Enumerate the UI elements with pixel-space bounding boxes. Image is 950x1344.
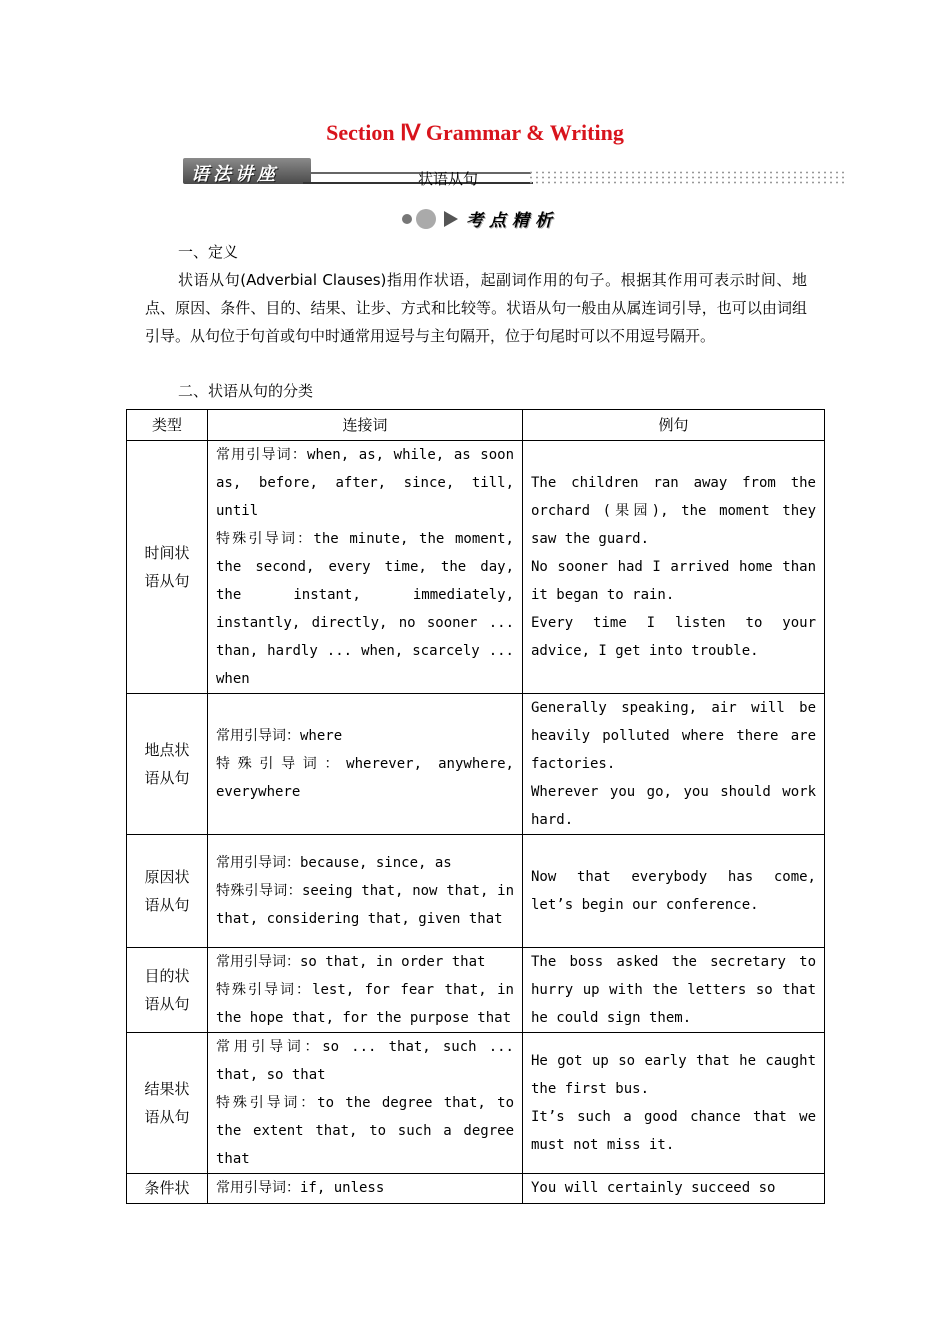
connective-line: 常用引导词：when, as, while, as soon as, before, after, since, till, until xyxy=(216,447,514,519)
example-line: The boss asked the secretary to hurry up with the letters so that he could sign them. xyxy=(531,954,816,1026)
example-line: No sooner had I arrived home than it began to rain. xyxy=(531,559,816,603)
connective-line: 特殊引导词：wherever, anywhere, everywhere xyxy=(216,756,514,800)
banner-label-box xyxy=(183,158,311,184)
row-examples xyxy=(523,441,825,694)
example-line: Every time I listen to your advice, I get into trouble. xyxy=(531,615,816,659)
row-type xyxy=(127,1033,208,1174)
connective-line: 常用引导词：because, since, as xyxy=(216,855,452,871)
definition-paragraph: 状语从句(Adverbial Clauses)指用作状语，起副词作用的句子。根据其作用可表示时间、地点、原因、条件、目的、结果、让步、方式和比较等。状语从句一般由从属连词引导，也可以由词组引导。从句位于句首或句中时通常用逗号与主句隔开，位于句尾时可以不用逗号隔开。 xyxy=(145,271,807,345)
example-line: It’s such a good chance that we must not miss it. xyxy=(531,1109,816,1153)
example-line: Now that everybody has come, let’s begin our conference. xyxy=(531,869,816,913)
subheading-text: 考点精析 xyxy=(466,211,558,231)
row-type xyxy=(127,441,208,694)
banner-label: 语法讲座 xyxy=(191,164,279,185)
row-type xyxy=(127,694,208,835)
clause-table xyxy=(126,409,825,1204)
connective-line: 特殊引导词：to the degree that, to the extent that, to such a degree that xyxy=(216,1095,514,1167)
connective-line: 特殊引导词：the minute, the moment, the second, every time, the day, the instant, immediately, instantly, directly, no sooner ... than, hardly ... when, scarcely ... when xyxy=(216,531,514,687)
connective-line: 常用引导词：where xyxy=(216,728,343,744)
decor-dot-small-icon xyxy=(402,214,412,224)
row-examples xyxy=(523,1033,825,1174)
table-row xyxy=(127,441,825,694)
section-heading-definition: 一、定义 xyxy=(178,243,239,261)
row-connectives xyxy=(208,835,523,948)
example-line: Generally speaking, air will be heavily polluted where there are factories. xyxy=(531,700,816,772)
example-line: He got up so early that he caught the first bus. xyxy=(531,1053,816,1097)
decor-arrow-icon xyxy=(444,211,458,227)
table-row xyxy=(127,835,825,948)
banner-topic: 状语从句 xyxy=(418,170,479,188)
header-connectives: 连接词 xyxy=(208,410,523,441)
table-header-row xyxy=(127,410,825,441)
table-row xyxy=(127,948,825,1033)
connective-line: 特殊引导词：seeing that, now that, in that, considering that, given that xyxy=(216,883,514,927)
row-type-label: 结果状语从句 xyxy=(144,1080,190,1126)
example-line: You will certainly succeed so xyxy=(531,1180,776,1196)
row-type xyxy=(127,1174,208,1204)
row-connectives xyxy=(208,948,523,1033)
row-type xyxy=(127,948,208,1033)
connective-line: 特殊引导词：lest, for fear that, in the hope that, for the purpose that xyxy=(216,982,514,1026)
row-connectives xyxy=(208,1033,523,1174)
page-title: Section Ⅳ Grammar & Writing xyxy=(326,120,624,145)
row-type-label: 原因状语从句 xyxy=(144,868,190,914)
table-row xyxy=(127,1033,825,1174)
row-type-label: 条件状 xyxy=(144,1179,190,1197)
section-banner xyxy=(183,158,848,188)
row-type-label: 目的状语从句 xyxy=(144,967,190,1013)
row-examples xyxy=(523,835,825,948)
decor-dot-large-icon xyxy=(416,209,436,229)
row-type-label: 地点状语从句 xyxy=(144,741,190,787)
banner-divider xyxy=(493,183,533,184)
row-examples xyxy=(523,948,825,1033)
row-examples xyxy=(523,1174,825,1204)
table-row xyxy=(127,1174,825,1204)
connective-line: 常用引导词：so that, in order that xyxy=(216,954,486,970)
row-type xyxy=(127,835,208,948)
table-row xyxy=(127,694,825,835)
header-examples: 例句 xyxy=(523,410,825,441)
row-connectives xyxy=(208,441,523,694)
example-line: The children ran away from the orchard (果园), the moment they saw the guard. xyxy=(531,475,816,547)
connective-line: 常用引导词：so ... that, such ... that, so that xyxy=(216,1039,514,1083)
connective-line: 常用引导词：if, unless xyxy=(216,1180,385,1196)
row-connectives xyxy=(208,694,523,835)
row-examples xyxy=(523,694,825,835)
row-connectives xyxy=(208,1174,523,1204)
example-line: Wherever you go, you should work hard. xyxy=(531,784,816,828)
section-heading-classification: 二、状语从句的分类 xyxy=(178,382,314,400)
header-type: 类型 xyxy=(127,410,208,441)
row-type-label: 时间状语从句 xyxy=(144,544,190,590)
banner-dotted-decoration xyxy=(528,170,848,184)
